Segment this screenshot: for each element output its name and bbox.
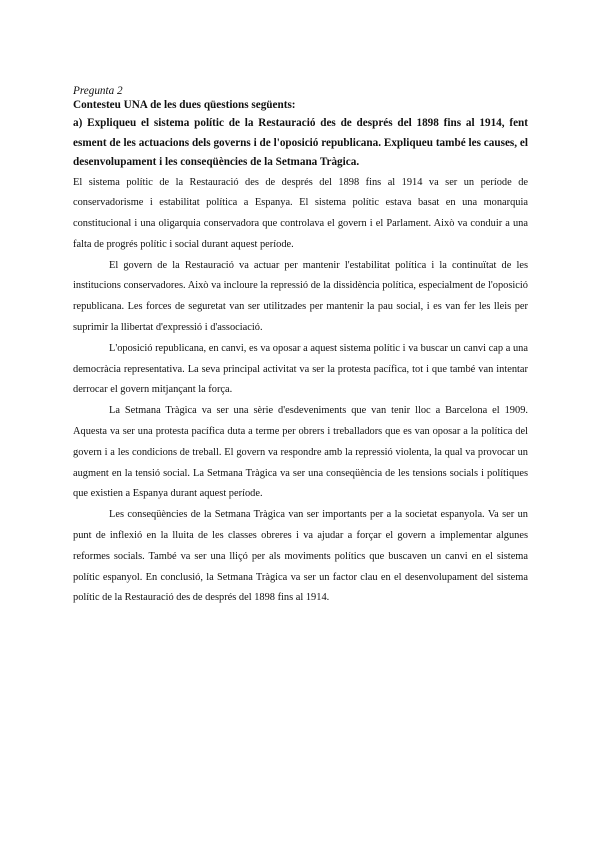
answer-paragraph-4: La Setmana Tràgica va ser una sèrie d'esdeveniments que van tenir lloc a Barcelona el 1909. Aquesta va ser una protesta pacífica duta a terme per obrers i treballadors que es van oposar a la política del govern i a les condicions de treball. El govern va respondre amb la repressió violenta, la qual va provocar un augment en la tensió social. La Setmana Tràgica va ser una conseqüència de les tensions socials i polítiques que existien a Espanya durant aquest període. [73, 405, 528, 500]
document-page [73, 84, 528, 609]
question-number-label: Pregunta 2 [73, 85, 123, 97]
answer-paragraph-1: El sistema polític de la Restauració des de després del 1898 fins al 1914 va ser un període de conservadorisme i estabilitat política a Espanya. El sistema polític estava basat en una monarquia constitucional i una oligarquia conservadora que controlava el govern i el Parlament. Això va conduir a una falta de progrés polític i social durant aquest període. [73, 176, 528, 250]
answer-paragraph-2: El govern de la Restauració va actuar per mantenir l'estabilitat política i la continuïtat de les institucions conservadores. Això va incloure la repressió de la dissidència política, especialment de l'oposició republicana. Les forces de seguretat van ser utilitzades per mantenir la pau social, i es van fer les lleis per suprimir la llibertat d'expressió i d'associació. [73, 259, 528, 334]
answer-body [73, 173, 528, 610]
question-instruction: Contesteu UNA de les dues qüestions següents: [73, 99, 296, 111]
answer-paragraph-5: Les conseqüències de la Setmana Tràgica van ser importants per a la societat espanyola. Va ser un punt de inflexió en la lluita de les classes obreres i va ajudar a forçar el govern a implementar algunes reformes socials. També va ser una lliçó per als moviments polítics que buscaven un canvi en el sistema polític espanyol. En conclusió, la Setmana Tràgica va ser un factor clau en el desenvolupament del sistema polític de la Restauració des de després del 1898 fins al 1914. [73, 509, 528, 604]
question-prompt: a) Expliqueu el sistema polític de la Restauració des de després del 1898 fins al 1914, fent esment de les actuacions dels governs i de l'oposició republicana. Expliqueu també les causes, el desenvolupament i les conseqüències de la Setmana Tràgica. [73, 117, 528, 168]
answer-paragraph-3: L'oposició republicana, en canvi, es va oposar a aquest sistema polític i va buscar un canvi cap a una democràcia representativa. La seva principal activitat va ser la protesta pacífica, tot i que també van intentar derrocar el govern mitjançant la força. [73, 342, 528, 396]
